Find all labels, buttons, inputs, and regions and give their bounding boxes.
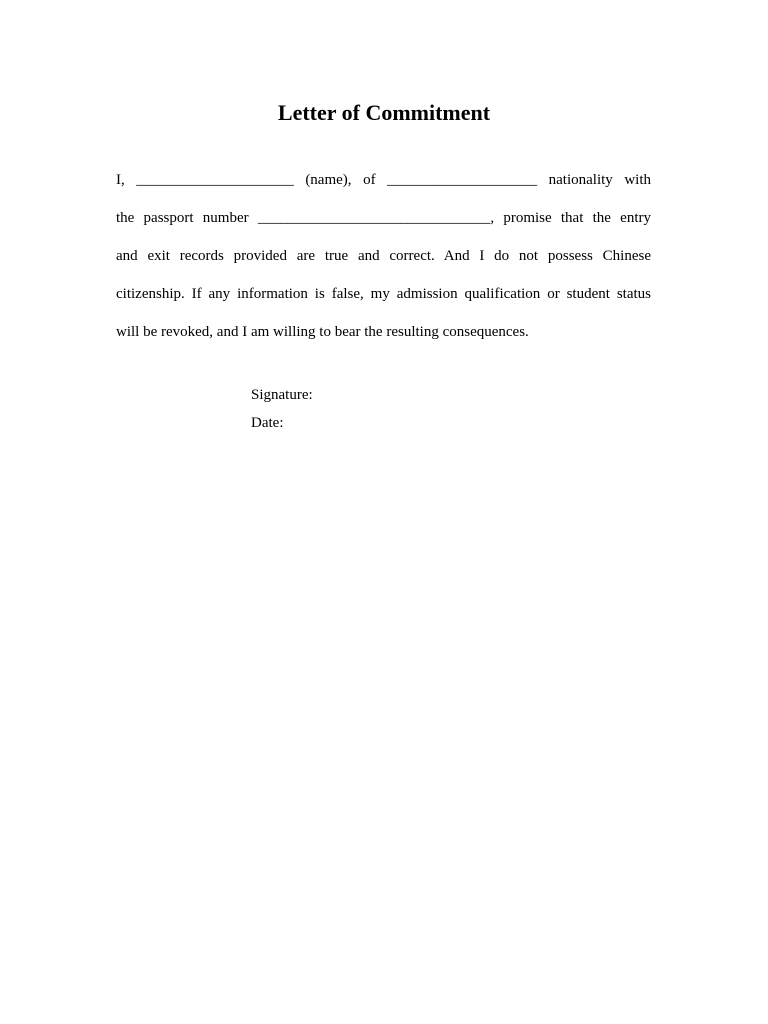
- document-title: Letter of Commitment: [277, 100, 491, 125]
- body-line-2: the passport number _______________________________, promise that the entry: [116, 210, 651, 226]
- body-line-1: I, _____________________ (name), of ____________________ nationality with: [116, 172, 651, 188]
- body-line-4: citizenship. If any information is false, my admission qualification or student status: [116, 286, 651, 302]
- body-line-3: and exit records provided are true and correct. And I do not possess Chinese: [116, 248, 651, 264]
- signature-label: Signature:: [251, 387, 313, 403]
- date-label: Date:: [251, 415, 284, 431]
- body-line-5: will be revoked, and I am willing to bear the resulting consequences.: [116, 324, 529, 340]
